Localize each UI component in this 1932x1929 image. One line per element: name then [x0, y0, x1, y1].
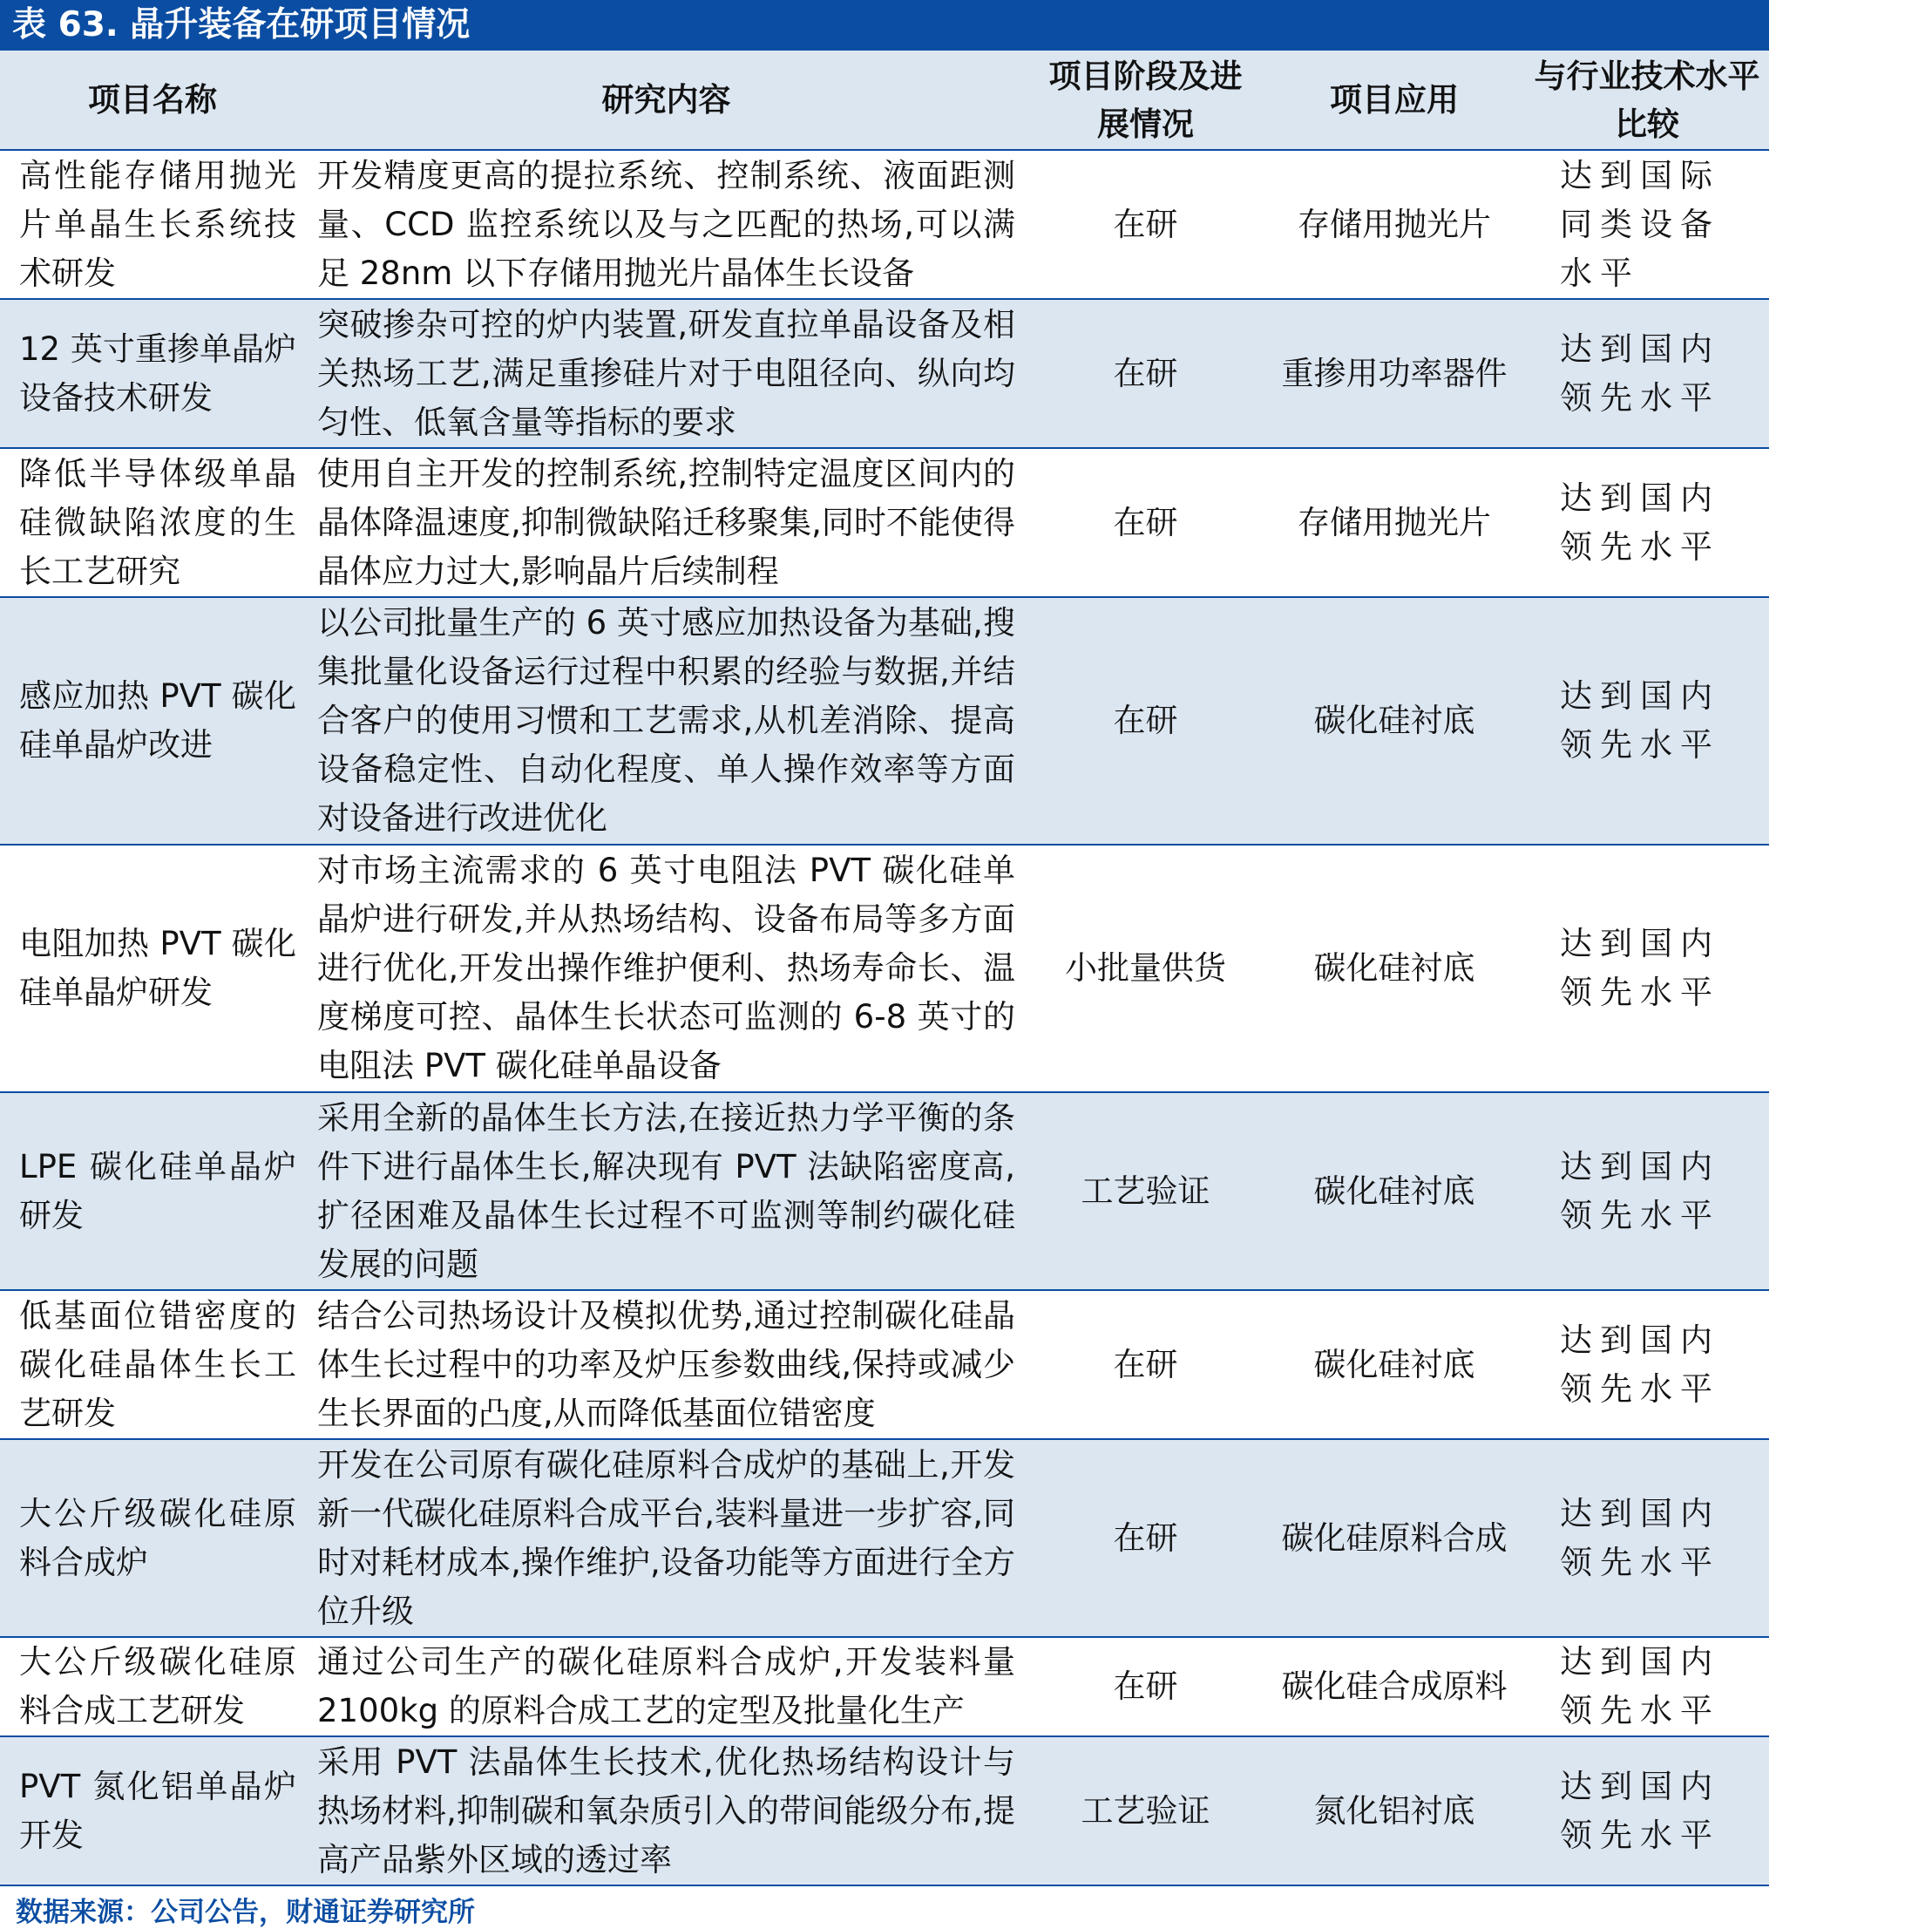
cell-project-name: 大公斤级碳化硅原料合成炉: [0, 1439, 305, 1637]
cell-stage: 工艺验证: [1027, 1736, 1264, 1885]
cell-application: 氮化铝衬底: [1264, 1736, 1525, 1885]
header-stage: 项目阶段及进展情况: [1027, 51, 1264, 150]
research-projects-table: [0, 51, 1769, 1886]
cell-project-name: 高性能存储用抛光片单晶生长系统技术研发: [0, 150, 305, 299]
table-row: [0, 597, 1769, 845]
cell-tech-level: 达到国内领先水平: [1525, 1736, 1769, 1885]
table-title: 表 63. 晶升装备在研项目情况: [0, 0, 1769, 51]
cell-tech-level: 达到国内领先水平: [1525, 1290, 1769, 1439]
table-row: [0, 448, 1769, 597]
cell-tech-level: 达到国际同类设备水平: [1525, 150, 1769, 299]
cell-application: 重掺用功率器件: [1264, 299, 1525, 448]
table-row: [0, 299, 1769, 448]
cell-tech-level: 达到国内领先水平: [1525, 1637, 1769, 1736]
header-application: 项目应用: [1264, 51, 1525, 150]
cell-application: 碳化硅衬底: [1264, 845, 1525, 1092]
cell-project-name: 大公斤级碳化硅原料合成工艺研发: [0, 1637, 305, 1736]
header-tech-level: 与行业技术水平比较: [1525, 51, 1769, 150]
cell-project-name: PVT 氮化铝单晶炉开发: [0, 1736, 305, 1885]
cell-research-content: 开发精度更高的提拉系统、控制系统、液面距测量、CCD 监控系统以及与之匹配的热场,可以满足 28nm 以下存储用抛光片晶体生长设备: [305, 150, 1027, 299]
cell-project-name: 降低半导体级单晶硅微缺陷浓度的生长工艺研究: [0, 448, 305, 597]
cell-project-name: 低基面位错密度的碳化硅晶体生长工艺研发: [0, 1290, 305, 1439]
cell-research-content: 采用全新的晶体生长方法,在接近热力学平衡的条件下进行晶体生长,解决现有 PVT 法缺陷密度高,扩径困难及晶体生长过程不可监测等制约碳化硅发展的问题: [305, 1092, 1027, 1290]
data-source-note: 数据来源：公司公告，财通证券研究所: [16, 1897, 475, 1928]
cell-stage: 在研: [1027, 299, 1264, 448]
cell-research-content: 结合公司热场设计及模拟优势,通过控制碳化硅晶体生长过程中的功率及炉压参数曲线,保持或减少生长界面的凸度,从而降低基面位错密度: [305, 1290, 1027, 1439]
cell-stage: 在研: [1027, 1439, 1264, 1637]
cell-application: 碳化硅衬底: [1264, 1290, 1525, 1439]
table-row: [0, 150, 1769, 299]
cell-research-content: 开发在公司原有碳化硅原料合成炉的基础上,开发新一代碳化硅原料合成平台,装料量进一步扩容,同时对耗材成本,操作维护,设备功能等方面进行全方位升级: [305, 1439, 1027, 1637]
cell-project-name: 12 英寸重掺单晶炉设备技术研发: [0, 299, 305, 448]
cell-research-content: 以公司批量生产的 6 英寸感应加热设备为基础,搜集批量化设备运行过程中积累的经验与数据,并结合客户的使用习惯和工艺需求,从机差消除、提高设备稳定性、自动化程度、单人操作效率等方面对设备进行改进优化: [305, 597, 1027, 845]
cell-tech-level: 达到国内领先水平: [1525, 597, 1769, 845]
table-row: [0, 1637, 1769, 1736]
header-project-name: 项目名称: [0, 51, 305, 150]
cell-research-content: 通过公司生产的碳化硅原料合成炉,开发装料量 2100kg 的原料合成工艺的定型及批量化生产: [305, 1637, 1027, 1736]
cell-stage: 在研: [1027, 1637, 1264, 1736]
cell-research-content: 采用 PVT 法晶体生长技术,优化热场结构设计与热场材料,抑制碳和氧杂质引入的带间能级分布,提高产品紫外区域的透过率: [305, 1736, 1027, 1885]
table-row: [0, 1439, 1769, 1637]
cell-stage: 在研: [1027, 597, 1264, 845]
table-row: [0, 1290, 1769, 1439]
cell-stage: 在研: [1027, 1290, 1264, 1439]
cell-stage: 工艺验证: [1027, 1092, 1264, 1290]
cell-stage: 在研: [1027, 448, 1264, 597]
cell-research-content: 突破掺杂可控的炉内装置,研发直拉单晶设备及相关热场工艺,满足重掺硅片对于电阻径向、纵向均匀性、低氧含量等指标的要求: [305, 299, 1027, 448]
table-row: [0, 845, 1769, 1092]
cell-project-name: LPE 碳化硅单晶炉研发: [0, 1092, 305, 1290]
cell-tech-level: 达到国内领先水平: [1525, 1439, 1769, 1637]
cell-application: 碳化硅原料合成: [1264, 1439, 1525, 1637]
cell-project-name: 感应加热 PVT 碳化硅单晶炉改进: [0, 597, 305, 845]
cell-application: 碳化硅合成原料: [1264, 1637, 1525, 1736]
cell-application: 存储用抛光片: [1264, 448, 1525, 597]
cell-tech-level: 达到国内领先水平: [1525, 299, 1769, 448]
cell-research-content: 对市场主流需求的 6 英寸电阻法 PVT 碳化硅单晶炉进行研发,并从热场结构、设备布局等多方面进行优化,开发出操作维护便利、热场寿命长、温度梯度可控、晶体生长状态可监测的 6-8 英寸的电阻法 PVT 碳化硅单晶设备: [305, 845, 1027, 1092]
cell-research-content: 使用自主开发的控制系统,控制特定温度区间内的晶体降温速度,抑制微缺陷迁移聚集,同时不能使得晶体应力过大,影响晶片后续制程: [305, 448, 1027, 597]
cell-stage: 小批量供货: [1027, 845, 1264, 1092]
table-row: [0, 1736, 1769, 1885]
header-research-content: 研究内容: [305, 51, 1027, 150]
cell-tech-level: 达到国内领先水平: [1525, 1092, 1769, 1290]
table-row: [0, 1092, 1769, 1290]
cell-project-name: 电阻加热 PVT 碳化硅单晶炉研发: [0, 845, 305, 1092]
cell-tech-level: 达到国内领先水平: [1525, 845, 1769, 1092]
cell-application: 碳化硅衬底: [1264, 1092, 1525, 1290]
cell-tech-level: 达到国内领先水平: [1525, 448, 1769, 597]
cell-application: 碳化硅衬底: [1264, 597, 1525, 845]
table-header-row: [0, 51, 1769, 150]
cell-stage: 在研: [1027, 150, 1264, 299]
cell-application: 存储用抛光片: [1264, 150, 1525, 299]
